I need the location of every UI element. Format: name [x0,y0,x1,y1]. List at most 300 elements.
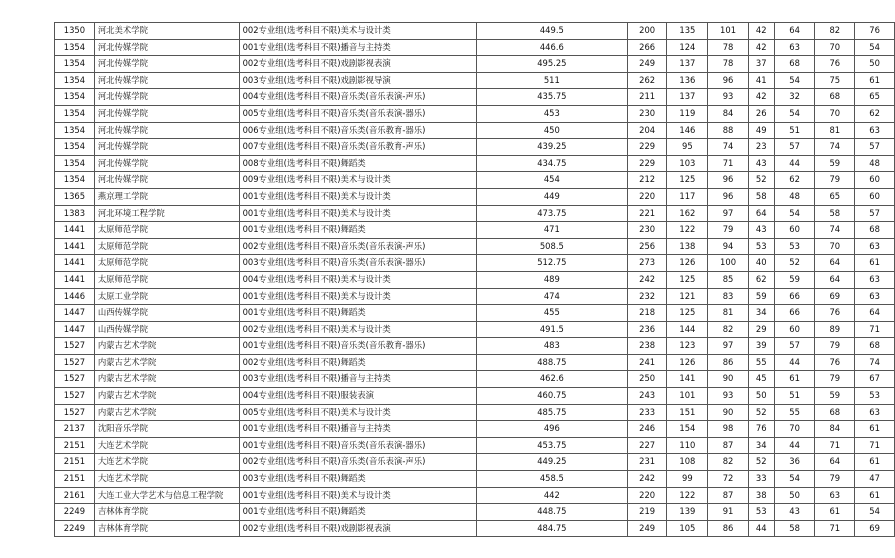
school-cell: 太原师范学院 [94,222,239,239]
v4-cell: 26 [748,105,774,122]
v7-cell: 63 [855,288,895,305]
group-cell: 001专业组(选考科目不限)美术与设计类 [239,487,476,504]
v7-cell: 68 [855,222,895,239]
v6-cell: 58 [815,205,855,222]
v6-cell: 69 [815,288,855,305]
code-cell: 1441 [55,238,95,255]
v7-cell: 63 [855,122,895,139]
score-cell: 454 [476,172,627,189]
code-cell: 1354 [55,122,95,139]
v6-cell: 59 [815,388,855,405]
table-row [55,305,895,322]
school-cell: 大连艺术学院 [94,437,239,454]
v1-cell: 242 [627,471,666,488]
group-cell: 006专业组(选考科目不限)音乐类(音乐教育-器乐) [239,122,476,139]
v5-cell: 54 [774,205,815,222]
v2-cell: 122 [667,487,708,504]
group-cell: 001专业组(选考科目不限)美术与设计类 [239,205,476,222]
code-cell: 1354 [55,105,95,122]
v3-cell: 100 [708,255,748,272]
v4-cell: 53 [748,504,774,521]
table-row [55,404,895,421]
table-row [55,338,895,355]
v6-cell: 59 [815,155,855,172]
v7-cell: 60 [855,188,895,205]
score-cell: 458.5 [476,471,627,488]
v6-cell: 76 [815,354,855,371]
school-cell: 山西传媒学院 [94,321,239,338]
v6-cell: 89 [815,321,855,338]
v6-cell: 75 [815,72,855,89]
v7-cell: 60 [855,172,895,189]
v4-cell: 59 [748,288,774,305]
code-cell: 1527 [55,338,95,355]
v4-cell: 43 [748,222,774,239]
code-cell: 1354 [55,39,95,56]
v1-cell: 256 [627,238,666,255]
v5-cell: 52 [774,255,815,272]
v5-cell: 54 [774,471,815,488]
score-cell: 442 [476,487,627,504]
school-cell: 大连艺术学院 [94,471,239,488]
score-cell: 511 [476,72,627,89]
v2-cell: 119 [667,105,708,122]
group-cell: 003专业组(选考科目不限)舞蹈类 [239,471,476,488]
v6-cell: 79 [815,338,855,355]
v7-cell: 54 [855,39,895,56]
score-cell: 453.75 [476,437,627,454]
v7-cell: 54 [855,504,895,521]
code-cell: 1447 [55,305,95,322]
v2-cell: 138 [667,238,708,255]
table-row [55,23,895,40]
v1-cell: 266 [627,39,666,56]
code-cell: 1354 [55,89,95,106]
v5-cell: 70 [774,421,815,438]
v5-cell: 50 [774,487,815,504]
v1-cell: 212 [627,172,666,189]
school-cell: 大连艺术学院 [94,454,239,471]
v5-cell: 63 [774,39,815,56]
v7-cell: 68 [855,338,895,355]
v1-cell: 236 [627,321,666,338]
code-cell: 1354 [55,56,95,73]
v5-cell: 57 [774,338,815,355]
v5-cell: 44 [774,354,815,371]
table-row [55,188,895,205]
group-cell: 008专业组(选考科目不限)舞蹈类 [239,155,476,172]
v2-cell: 141 [667,371,708,388]
code-cell: 1354 [55,72,95,89]
v3-cell: 96 [708,188,748,205]
table-row [55,271,895,288]
v6-cell: 84 [815,421,855,438]
v3-cell: 91 [708,504,748,521]
school-cell: 大连工业大学艺术与信息工程学院 [94,487,239,504]
score-cell: 448.75 [476,504,627,521]
v5-cell: 60 [774,321,815,338]
school-cell: 山西传媒学院 [94,305,239,322]
v4-cell: 43 [748,155,774,172]
v4-cell: 52 [748,454,774,471]
code-cell: 2161 [55,487,95,504]
school-cell: 内蒙古艺术学院 [94,338,239,355]
v4-cell: 44 [748,520,774,537]
v1-cell: 229 [627,139,666,156]
v3-cell: 94 [708,238,748,255]
v3-cell: 82 [708,454,748,471]
v5-cell: 53 [774,238,815,255]
school-cell: 河北传媒学院 [94,122,239,139]
v2-cell: 137 [667,89,708,106]
v2-cell: 125 [667,172,708,189]
v4-cell: 50 [748,388,774,405]
v1-cell: 219 [627,504,666,521]
v1-cell: 238 [627,338,666,355]
v1-cell: 249 [627,520,666,537]
table-row [55,222,895,239]
code-cell: 1354 [55,172,95,189]
v1-cell: 227 [627,437,666,454]
v5-cell: 66 [774,288,815,305]
group-cell: 001专业组(选考科目不限)舞蹈类 [239,222,476,239]
group-cell: 002专业组(选考科目不限)美术与设计类 [239,23,476,40]
v4-cell: 58 [748,188,774,205]
score-cell: 473.75 [476,205,627,222]
school-cell: 内蒙古艺术学院 [94,371,239,388]
v5-cell: 54 [774,72,815,89]
v7-cell: 69 [855,520,895,537]
v6-cell: 68 [815,404,855,421]
score-cell: 491.5 [476,321,627,338]
table-row [55,354,895,371]
score-cell: 446.6 [476,39,627,56]
code-cell: 1441 [55,222,95,239]
v2-cell: 124 [667,39,708,56]
table-row [55,105,895,122]
group-cell: 001专业组(选考科目不限)播音与主持类 [239,39,476,56]
v4-cell: 29 [748,321,774,338]
v6-cell: 74 [815,222,855,239]
group-cell: 002专业组(选考科目不限)舞蹈类 [239,354,476,371]
school-cell: 内蒙古艺术学院 [94,388,239,405]
v1-cell: 233 [627,404,666,421]
v6-cell: 64 [815,255,855,272]
v4-cell: 62 [748,271,774,288]
v2-cell: 108 [667,454,708,471]
score-cell: 485.75 [476,404,627,421]
table-row [55,388,895,405]
v3-cell: 78 [708,56,748,73]
v7-cell: 63 [855,404,895,421]
v3-cell: 93 [708,388,748,405]
v7-cell: 50 [855,56,895,73]
v5-cell: 58 [774,520,815,537]
code-cell: 1354 [55,155,95,172]
code-cell: 2249 [55,504,95,521]
v6-cell: 74 [815,139,855,156]
v6-cell: 79 [815,471,855,488]
v7-cell: 74 [855,354,895,371]
v5-cell: 55 [774,404,815,421]
v1-cell: 246 [627,421,666,438]
v4-cell: 37 [748,56,774,73]
group-cell: 002专业组(选考科目不限)美术与设计类 [239,321,476,338]
school-cell: 太原师范学院 [94,238,239,255]
v6-cell: 81 [815,122,855,139]
v5-cell: 51 [774,122,815,139]
v2-cell: 139 [667,504,708,521]
v4-cell: 34 [748,437,774,454]
table-row [55,89,895,106]
v6-cell: 76 [815,56,855,73]
school-cell: 河北传媒学院 [94,72,239,89]
score-table [54,22,895,537]
score-cell: 460.75 [476,388,627,405]
v1-cell: 241 [627,354,666,371]
v6-cell: 82 [815,23,855,40]
v1-cell: 211 [627,89,666,106]
v2-cell: 162 [667,205,708,222]
code-cell: 1447 [55,321,95,338]
v3-cell: 84 [708,105,748,122]
code-cell: 2137 [55,421,95,438]
code-cell: 2151 [55,437,95,454]
table-row [55,371,895,388]
v2-cell: 136 [667,72,708,89]
group-cell: 004专业组(选考科目不限)美术与设计类 [239,271,476,288]
v7-cell: 57 [855,205,895,222]
v3-cell: 96 [708,72,748,89]
v1-cell: 232 [627,288,666,305]
v5-cell: 62 [774,172,815,189]
school-cell: 河北传媒学院 [94,56,239,73]
v5-cell: 51 [774,388,815,405]
v7-cell: 65 [855,89,895,106]
v3-cell: 72 [708,471,748,488]
group-cell: 009专业组(选考科目不限)美术与设计类 [239,172,476,189]
school-cell: 燕京理工学院 [94,188,239,205]
code-cell: 1441 [55,255,95,272]
v2-cell: 117 [667,188,708,205]
v3-cell: 97 [708,338,748,355]
table-row [55,471,895,488]
group-cell: 003专业组(选考科目不限)音乐类(音乐表演-器乐) [239,255,476,272]
v2-cell: 122 [667,222,708,239]
v4-cell: 33 [748,471,774,488]
v5-cell: 43 [774,504,815,521]
v6-cell: 70 [815,39,855,56]
school-cell: 河北环境工程学院 [94,205,239,222]
v2-cell: 103 [667,155,708,172]
v6-cell: 71 [815,437,855,454]
v4-cell: 23 [748,139,774,156]
code-cell: 1527 [55,371,95,388]
v1-cell: 249 [627,56,666,73]
v1-cell: 273 [627,255,666,272]
v1-cell: 230 [627,105,666,122]
school-cell: 河北美术学院 [94,23,239,40]
group-cell: 007专业组(选考科目不限)音乐类(音乐教育-声乐) [239,139,476,156]
score-cell: 488.75 [476,354,627,371]
v3-cell: 85 [708,271,748,288]
score-cell: 449 [476,188,627,205]
table-row [55,72,895,89]
score-cell: 434.75 [476,155,627,172]
v5-cell: 48 [774,188,815,205]
group-cell: 001专业组(选考科目不限)舞蹈类 [239,504,476,521]
v4-cell: 38 [748,487,774,504]
v7-cell: 61 [855,72,895,89]
group-cell: 002专业组(选考科目不限)戏剧影视表演 [239,520,476,537]
v7-cell: 67 [855,371,895,388]
group-cell: 005专业组(选考科目不限)美术与设计类 [239,404,476,421]
table-row [55,520,895,537]
v2-cell: 144 [667,321,708,338]
v4-cell: 53 [748,238,774,255]
v1-cell: 231 [627,454,666,471]
v6-cell: 71 [815,520,855,537]
group-cell: 001专业组(选考科目不限)音乐类(音乐表演-器乐) [239,437,476,454]
v5-cell: 44 [774,155,815,172]
table-row [55,504,895,521]
school-cell: 太原师范学院 [94,255,239,272]
school-cell: 太原师范学院 [94,271,239,288]
score-cell: 449.5 [476,23,627,40]
v3-cell: 79 [708,222,748,239]
v3-cell: 71 [708,155,748,172]
v2-cell: 125 [667,271,708,288]
score-cell: 455 [476,305,627,322]
v3-cell: 97 [708,205,748,222]
code-cell: 2151 [55,471,95,488]
school-cell: 河北传媒学院 [94,39,239,56]
v5-cell: 54 [774,105,815,122]
school-cell: 内蒙古艺术学院 [94,404,239,421]
v1-cell: 200 [627,23,666,40]
group-cell: 001专业组(选考科目不限)播音与主持类 [239,421,476,438]
v7-cell: 57 [855,139,895,156]
code-cell: 2249 [55,520,95,537]
code-cell: 1354 [55,139,95,156]
v7-cell: 76 [855,23,895,40]
code-cell: 1527 [55,388,95,405]
v6-cell: 64 [815,454,855,471]
v2-cell: 125 [667,305,708,322]
v2-cell: 137 [667,56,708,73]
v7-cell: 61 [855,487,895,504]
score-cell: 508.5 [476,238,627,255]
score-cell: 495.25 [476,56,627,73]
group-cell: 001专业组(选考科目不限)美术与设计类 [239,188,476,205]
table-row [55,421,895,438]
score-cell: 471 [476,222,627,239]
school-cell: 太原工业学院 [94,288,239,305]
v5-cell: 59 [774,271,815,288]
score-cell: 462.6 [476,371,627,388]
school-cell: 河北传媒学院 [94,139,239,156]
score-cell: 450 [476,122,627,139]
v2-cell: 135 [667,23,708,40]
v4-cell: 64 [748,205,774,222]
v1-cell: 250 [627,371,666,388]
v1-cell: 218 [627,305,666,322]
v2-cell: 154 [667,421,708,438]
v4-cell: 40 [748,255,774,272]
v4-cell: 49 [748,122,774,139]
score-cell: 512.75 [476,255,627,272]
v3-cell: 81 [708,305,748,322]
v3-cell: 74 [708,139,748,156]
v2-cell: 95 [667,139,708,156]
v5-cell: 36 [774,454,815,471]
v7-cell: 48 [855,155,895,172]
table-row [55,255,895,272]
school-cell: 吉林体育学院 [94,520,239,537]
score-cell: 483 [476,338,627,355]
v6-cell: 64 [815,271,855,288]
v7-cell: 71 [855,437,895,454]
group-cell: 004专业组(选考科目不限)音乐类(音乐表演-声乐) [239,89,476,106]
table-row [55,155,895,172]
v4-cell: 55 [748,354,774,371]
v1-cell: 243 [627,388,666,405]
score-cell: 496 [476,421,627,438]
school-cell: 河北传媒学院 [94,89,239,106]
school-cell: 河北传媒学院 [94,155,239,172]
school-cell: 吉林体育学院 [94,504,239,521]
v3-cell: 87 [708,437,748,454]
group-cell: 004专业组(选考科目不限)服装表演 [239,388,476,405]
group-cell: 002专业组(选考科目不限)戏剧影视表演 [239,56,476,73]
v3-cell: 82 [708,321,748,338]
v5-cell: 60 [774,222,815,239]
score-cell: 453 [476,105,627,122]
v3-cell: 96 [708,172,748,189]
group-cell: 001专业组(选考科目不限)美术与设计类 [239,288,476,305]
table-row [55,487,895,504]
v7-cell: 63 [855,271,895,288]
v2-cell: 126 [667,354,708,371]
v1-cell: 230 [627,222,666,239]
v6-cell: 63 [815,487,855,504]
group-cell: 001专业组(选考科目不限)舞蹈类 [239,305,476,322]
v1-cell: 220 [627,188,666,205]
v3-cell: 87 [708,487,748,504]
v4-cell: 42 [748,89,774,106]
v3-cell: 88 [708,122,748,139]
v6-cell: 68 [815,89,855,106]
v7-cell: 61 [855,454,895,471]
v6-cell: 79 [815,371,855,388]
v3-cell: 78 [708,39,748,56]
table-row [55,139,895,156]
v7-cell: 47 [855,471,895,488]
v6-cell: 70 [815,105,855,122]
v3-cell: 101 [708,23,748,40]
v7-cell: 61 [855,255,895,272]
v2-cell: 105 [667,520,708,537]
score-cell: 489 [476,271,627,288]
code-cell: 1365 [55,188,95,205]
school-cell: 河北传媒学院 [94,105,239,122]
v6-cell: 76 [815,305,855,322]
v7-cell: 63 [855,238,895,255]
v3-cell: 90 [708,371,748,388]
school-cell: 河北传媒学院 [94,172,239,189]
group-cell: 003专业组(选考科目不限)播音与主持类 [239,371,476,388]
group-cell: 001专业组(选考科目不限)音乐类(音乐教育-器乐) [239,338,476,355]
